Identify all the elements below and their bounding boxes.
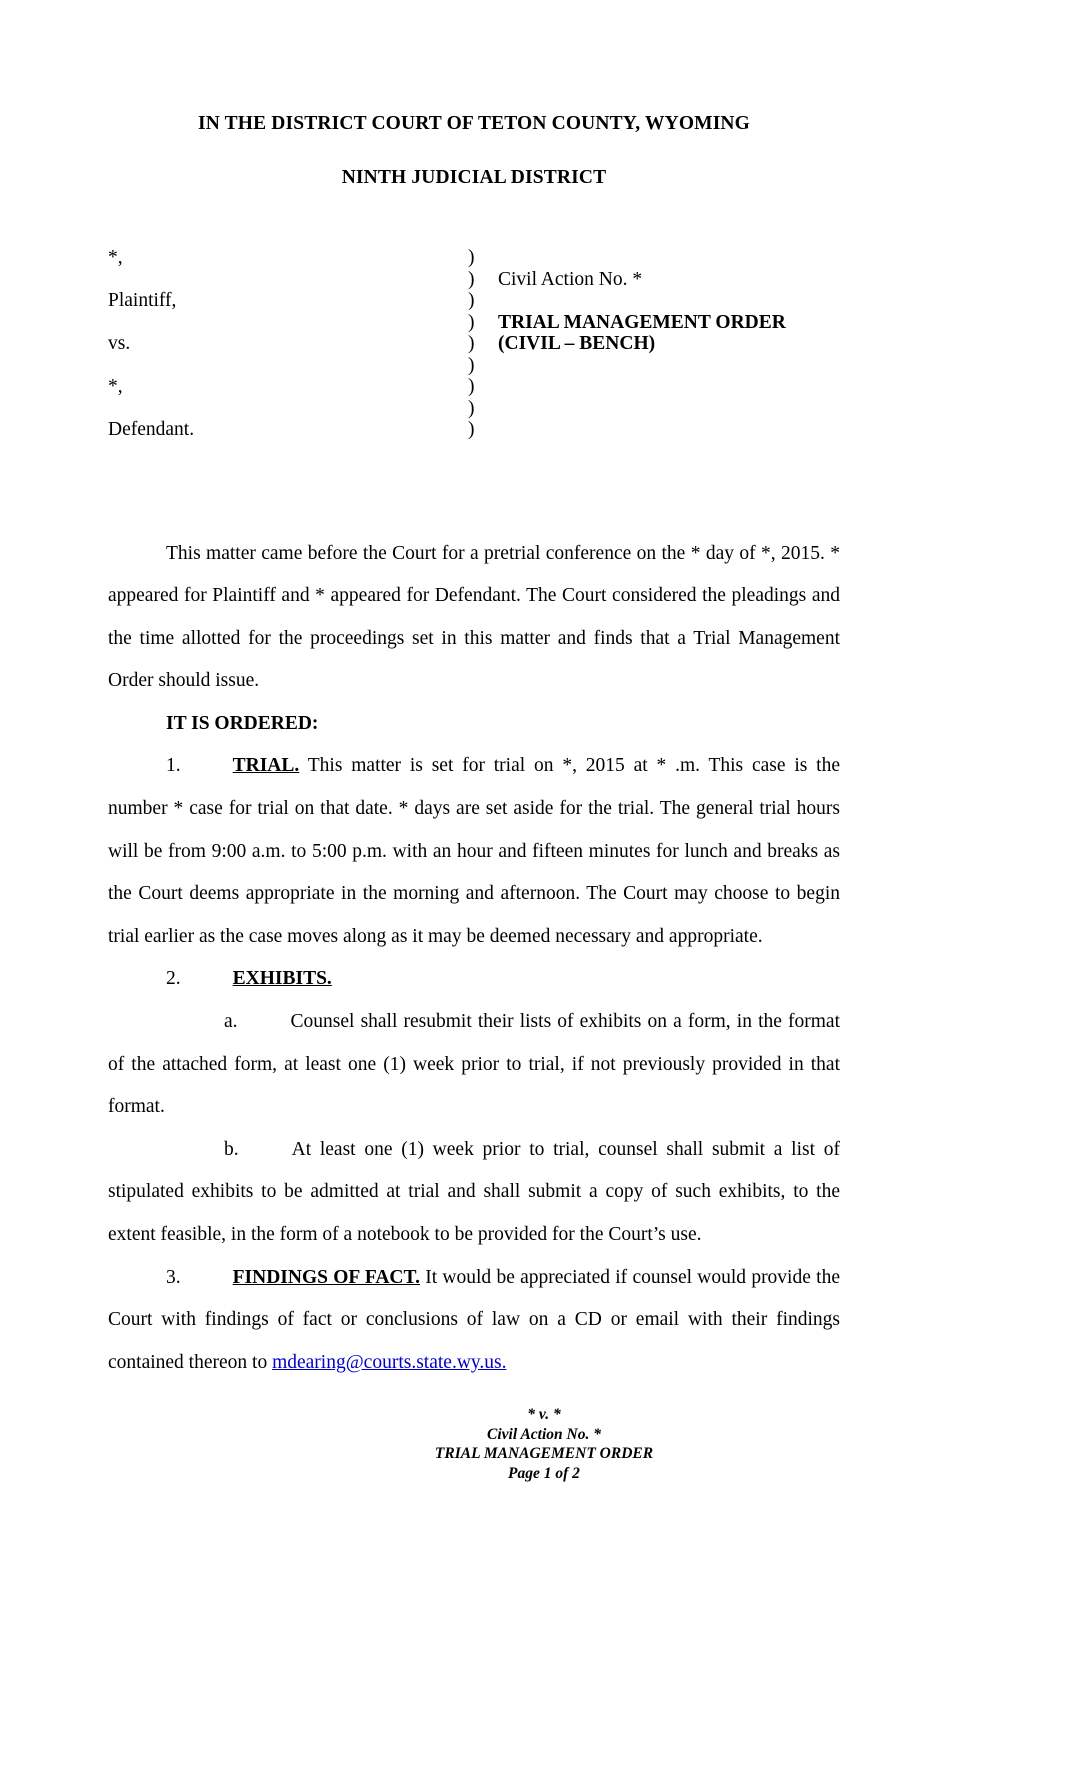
- item-3-paragraph: [108, 1257, 840, 1385]
- item-1-heading: TRIAL.: [232, 755, 300, 777]
- item-3-number: 3.: [166, 1266, 181, 1288]
- item-2b-number: b.: [224, 1138, 239, 1160]
- caption-row: [108, 355, 840, 377]
- caption-row: [108, 290, 840, 312]
- caption-right-empty: [498, 398, 840, 420]
- item-2-number: 2.: [166, 968, 181, 990]
- document-content: [108, 0, 840, 1384]
- item-3-heading: FINDINGS OF FACT.: [232, 1266, 420, 1288]
- caption-right-empty: [498, 376, 840, 398]
- defendant-label: Defendant.: [108, 419, 195, 440]
- caption-right-empty: [498, 419, 840, 441]
- caption-paren: ): [468, 376, 475, 397]
- item-2a-number: a.: [224, 1011, 238, 1033]
- caption-paren: ): [468, 354, 475, 376]
- order-title-line1: TRIAL MANAGEMENT ORDER: [498, 311, 786, 333]
- item-1-paragraph: [108, 745, 840, 958]
- plaintiff-label: Plaintiff,: [108, 290, 177, 311]
- caption-right-empty: [498, 355, 840, 377]
- footer-case-caption: * v. *: [527, 1406, 561, 1423]
- plaintiff-name: *,: [108, 247, 123, 268]
- caption-left-empty: [108, 269, 468, 291]
- item-3-text: It would be appreciated if counsel would provide the Court with findings of fact or conclusions of law on a CD or email with their findings contained thereon to: [108, 1266, 840, 1373]
- district-heading: NINTH JUDICIAL DISTRICT: [341, 167, 607, 188]
- defendant-name: *,: [108, 376, 123, 397]
- intro-paragraph: This matter came before the Court for a pretrial conference on the * day of *, 2015. * appeared for Plaintiff and * appeared for Defendant. The Court considered the pleadings and the time allotted for the proceedings set in this matter and finds that a Trial Management Order should issue.: [108, 542, 840, 692]
- caption-row: [108, 312, 840, 334]
- caption-paren: ): [468, 397, 475, 419]
- caption-left-empty: [108, 398, 468, 420]
- caption-row: [108, 398, 840, 420]
- caption-right-empty: [498, 290, 840, 312]
- caption-row: [108, 376, 840, 398]
- email-link[interactable]: mdearing@courts.state.wy.us.: [272, 1351, 507, 1373]
- item-2b-paragraph: [108, 1129, 840, 1257]
- versus-label: vs.: [108, 333, 131, 354]
- caption-paren: ): [468, 311, 475, 333]
- item-2a-paragraph: [108, 1001, 840, 1129]
- caption-paren: ): [468, 268, 475, 290]
- footer-document-title: TRIAL MANAGEMENT ORDER: [434, 1445, 654, 1462]
- footer-civil-action: Civil Action No. *: [487, 1425, 601, 1443]
- page-footer: [0, 1405, 1088, 1483]
- caption-row: [108, 247, 840, 269]
- item-2-paragraph: [108, 958, 840, 1001]
- it-is-ordered-paragraph: [108, 703, 840, 746]
- caption-row: [108, 419, 840, 441]
- caption-paren: ): [468, 247, 475, 268]
- item-1-number: 1.: [166, 755, 181, 777]
- it-is-ordered-label: IT IS ORDERED:: [166, 712, 319, 734]
- item-1-text: This matter is set for trial on *, 2015 at * .m. This case is the number * case for trial on that date. * days are set aside for the trial. The general trial hours will be from 9:00 a.m. to 5:00 p.m. with an hour and fifteen minutes for lunch and breaks as the Court deems appropriate in the morning and afternoon. The Court may choose to begin trial earlier as the case moves along as it may be deemed necessary and appropriate.: [108, 755, 840, 947]
- order-title-line2: (CIVIL – BENCH): [498, 333, 656, 354]
- caption-paren: ): [468, 419, 475, 440]
- case-caption-block: [108, 247, 840, 441]
- footer-page-number: Page 1 of 2: [508, 1464, 580, 1482]
- court-heading: IN THE DISTRICT COURT OF TETON COUNTY, WYOMING: [198, 113, 750, 134]
- civil-action-number: Civil Action No. *: [498, 268, 643, 290]
- caption-paren: ): [468, 333, 475, 354]
- item-2b-text: At least one (1) week prior to trial, counsel shall submit a list of stipulated exhibits to be admitted at trial and shall submit a copy of such exhibits, to the extent feasible, in the form of a notebook to be provided for the Court’s use.: [108, 1138, 840, 1245]
- item-2-heading: EXHIBITS.: [232, 968, 332, 990]
- caption-paren: ): [468, 290, 475, 311]
- caption-left-empty: [108, 312, 468, 334]
- caption-row: [108, 333, 840, 355]
- document-body: [108, 533, 840, 1385]
- caption-left-empty: [108, 355, 468, 377]
- caption-row: [108, 269, 840, 291]
- caption-right-empty: [498, 247, 840, 269]
- item-2a-text: Counsel shall resubmit their lists of exhibits on a form, in the format of the attached form, at least one (1) week prior to trial, if not previously provided in that format.: [108, 1011, 840, 1118]
